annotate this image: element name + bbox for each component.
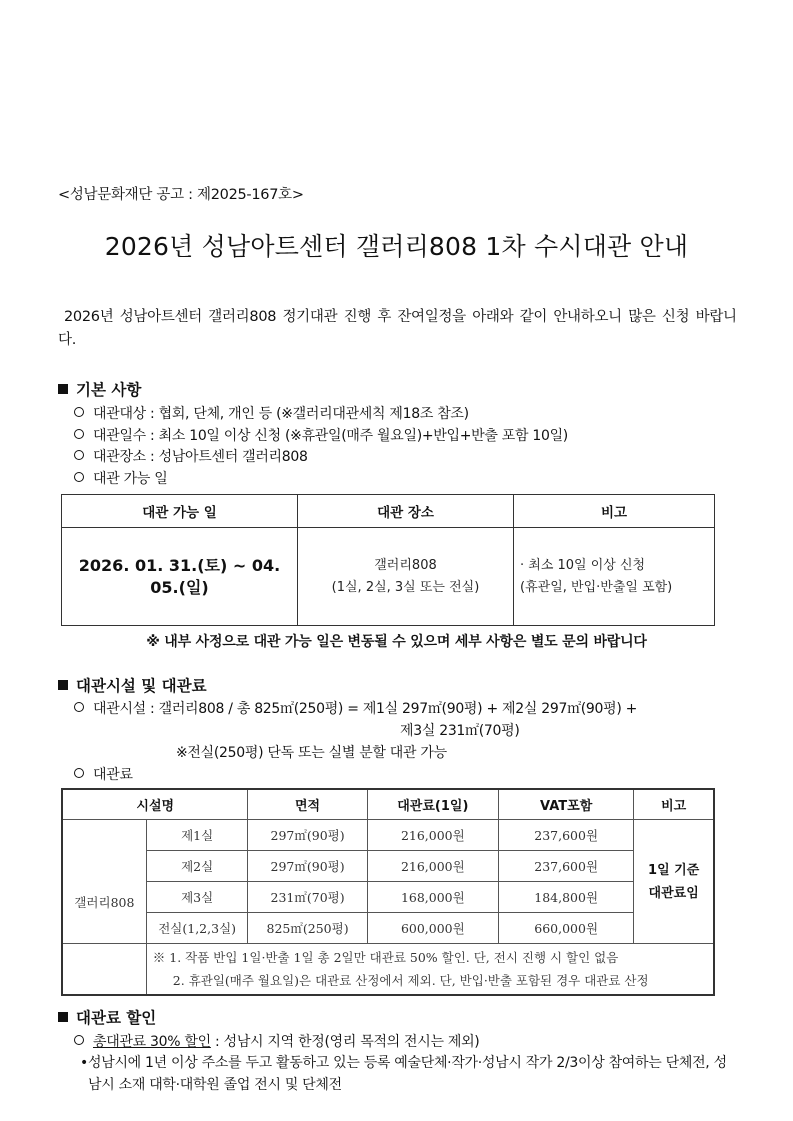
bullet-text: 대관 가능 일 (93, 471, 168, 487)
table-header-row (62, 495, 715, 528)
bullet-text: 대관일수 : 최소 10일 이상 신청 (※휴관일(매주 월요일)+반입+반출 포함 10일) (93, 428, 568, 444)
room-area: 297㎡(90평) (248, 820, 367, 851)
room-fee: 168,000원 (367, 882, 498, 913)
bullet-text: 대관대상 : 협회, 단체, 개인 등 (※갤러리대관세칙 제18조 참조) (93, 406, 469, 422)
discount-detail (80, 1052, 728, 1096)
discount-detail-text: 성남시에 1년 이상 주소를 두고 활동하고 있는 등록 예술단체·작가·성남시 작가 2/3이상 참여하는 단체전, 성남시 소재 대학·대학원 졸업 전시 및 단체전 (88, 1055, 727, 1093)
available-date: 2026. 01. 31.(토) ~ 04. 05.(일) (62, 528, 298, 626)
room-name: 제3실 (146, 882, 248, 913)
square-bullet-icon (58, 1012, 68, 1022)
discount-item (74, 1031, 479, 1051)
room-fee: 216,000원 (367, 820, 498, 851)
footnote-line: 2. 휴관일(매주 월요일)은 대관료 산정에서 제외. 단, 반입·반출 포함된 경우 대관료 산정 (172, 973, 649, 988)
bullet-text: 대관료 (93, 767, 133, 783)
rental-note (514, 528, 715, 626)
circle-bullet-icon (74, 768, 84, 778)
room-name: 제1실 (146, 820, 248, 851)
section-heading-text: 대관료 할인 (76, 1009, 157, 1027)
discount-condition: : 성남시 지역 한정(영리 목적의 전시는 제외) (210, 1034, 480, 1050)
intro-paragraph: 2026년 성남아트센터 갤러리808 정기대관 진행 후 잔여일정을 아래와 같이 안내하오니 많은 신청 바랍니다. (58, 309, 737, 348)
notice-number: <성남문화재단 공고 : 제2025-167호> (58, 187, 304, 203)
availability-table (61, 494, 715, 626)
rental-place (298, 528, 514, 626)
discount-rate: 총대관료 30% 할인 (93, 1034, 211, 1050)
table-row (62, 851, 714, 882)
circle-bullet-icon (74, 429, 84, 439)
col-header-remark: 비고 (634, 789, 714, 820)
section-heading-basics (58, 378, 141, 400)
square-bullet-icon (58, 384, 68, 394)
facility-summary (74, 698, 637, 718)
basics-item-days (74, 425, 568, 445)
col-header-place: 대관 장소 (298, 495, 514, 528)
col-header-date: 대관 가능 일 (62, 495, 298, 528)
venue-name-spacer (62, 944, 146, 996)
square-bullet-icon (58, 680, 68, 690)
col-header-area: 면적 (248, 789, 367, 820)
bullet-text: 대관시설 : 갤러리808 / 총 825㎡(250평) = 제1실 297㎡(90평) + 제2실 297㎡(90평) + (93, 701, 638, 717)
circle-bullet-icon (74, 407, 84, 417)
room-fee: 216,000원 (367, 851, 498, 882)
fee-label (74, 764, 133, 784)
basics-item-available-dates (74, 468, 167, 488)
table-row (62, 820, 714, 851)
col-header-facility: 시설명 (62, 789, 248, 820)
circle-bullet-icon (74, 472, 84, 482)
table-header-row (62, 789, 714, 820)
place-line: 갤러리808 (374, 557, 437, 573)
table-row (62, 913, 714, 944)
section-heading-text: 대관시설 및 대관료 (76, 677, 207, 695)
section-heading-facilities (58, 674, 207, 696)
room-fee-vat: 184,800원 (499, 882, 634, 913)
room-fee-vat: 237,600원 (499, 820, 634, 851)
basics-item-place (74, 446, 308, 466)
col-header-note: 비고 (514, 495, 715, 528)
table-row (62, 882, 714, 913)
dot-bullet-icon: • (80, 1055, 88, 1071)
room-area: 297㎡(90평) (248, 851, 367, 882)
place-line: (1실, 2실, 3실 또는 전실) (331, 579, 480, 595)
note-line: · 최소 10일 이상 신청 (520, 557, 646, 573)
section-heading-text: 기본 사항 (76, 381, 142, 399)
fee-table (61, 788, 715, 996)
table-row (62, 528, 715, 626)
col-header-fee: 대관료(1일) (367, 789, 498, 820)
remark-line: 1일 기준 (648, 862, 700, 878)
note-line: (휴관일, 반입·반출일 포함) (520, 579, 673, 595)
facility-summary-cont: 제3실 231㎡(70평) (400, 723, 520, 739)
room-area: 825㎡(250평) (248, 913, 367, 944)
room-fee-vat: 660,000원 (499, 913, 634, 944)
bullet-text: 대관장소 : 성남아트센터 갤러리808 (93, 449, 308, 465)
fee-remark (634, 820, 714, 944)
fee-footnote (146, 944, 714, 996)
room-fee-vat: 237,600원 (499, 851, 634, 882)
room-name: 제2실 (146, 851, 248, 882)
section-heading-discount (58, 1006, 156, 1028)
room-name: 전실(1,2,3실) (146, 913, 248, 944)
venue-name: 갤러리808 (62, 820, 146, 944)
room-area: 231㎡(70평) (248, 882, 367, 913)
table-footnote-row (62, 944, 714, 996)
circle-bullet-icon (74, 1035, 84, 1045)
availability-note: ※ 내부 사정으로 대관 가능 일은 변동될 수 있으며 세부 사항은 별도 문의 바랍니다 (146, 634, 647, 650)
col-header-vat: VAT포함 (499, 789, 634, 820)
basics-item-target (74, 403, 469, 423)
circle-bullet-icon (74, 450, 84, 460)
facility-split-note: ※전실(250평) 단독 또는 실별 분할 대관 가능 (176, 745, 447, 761)
circle-bullet-icon (74, 702, 84, 712)
footnote-line: ※ 1. 작품 반입 1일·반출 1일 총 2일만 대관료 50% 할인. 단, 전시 진행 시 할인 없음 (152, 950, 619, 965)
remark-line: 대관료임 (648, 885, 699, 901)
page-title: 2026년 성남아트센터 갤러리808 1차 수시대관 안내 (104, 232, 689, 261)
room-fee: 600,000원 (367, 913, 498, 944)
